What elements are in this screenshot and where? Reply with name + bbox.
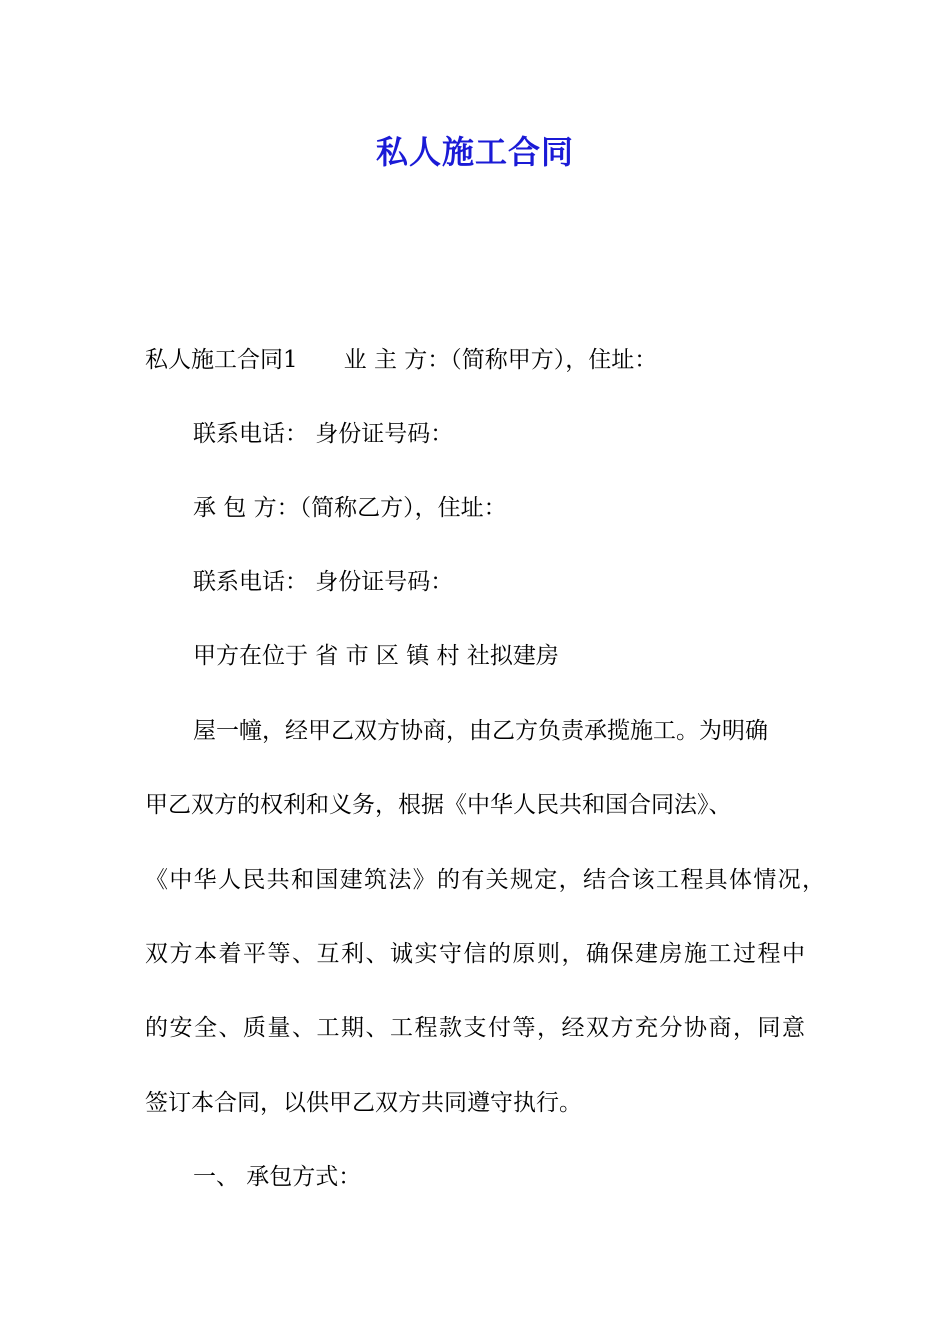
paragraph-line: 双方本着平等、互利、诚实守信的原则，确保建房施工过程中 <box>145 941 805 967</box>
paragraph-line: 《中华人民共和国建筑法》的有关规定，结合该工程具体情况， <box>145 867 825 893</box>
party-a-contact-line: 联系电话： 身份证号码： <box>193 421 454 447</box>
section-heading: 一、 承包方式： <box>193 1164 362 1190</box>
paragraph-line: 甲乙双方的权利和义务，根据《中华人民共和国合同法》、 <box>145 792 732 818</box>
paragraph-line: 屋一幢，经甲乙双方协商，由乙方负责承揽施工。为明确 <box>193 718 768 744</box>
party-b-contact-line: 联系电话： 身份证号码： <box>193 569 454 595</box>
paragraph-line: 签订本合同，以供甲乙双方共同遵守执行。 <box>145 1090 582 1116</box>
party-a-line: 私人施工合同1 业 主 方：（简称甲方），住址： <box>145 347 658 373</box>
paragraph-line: 的安全、质量、工期、工程款支付等，经双方充分协商，同意 <box>145 1015 805 1041</box>
party-b-line: 承 包 方：（简称乙方），住址： <box>193 495 507 521</box>
document-title: 私人施工合同 <box>375 133 574 171</box>
paragraph-line: 甲方在位于 省 市 区 镇 村 社拟建房 <box>193 643 559 669</box>
